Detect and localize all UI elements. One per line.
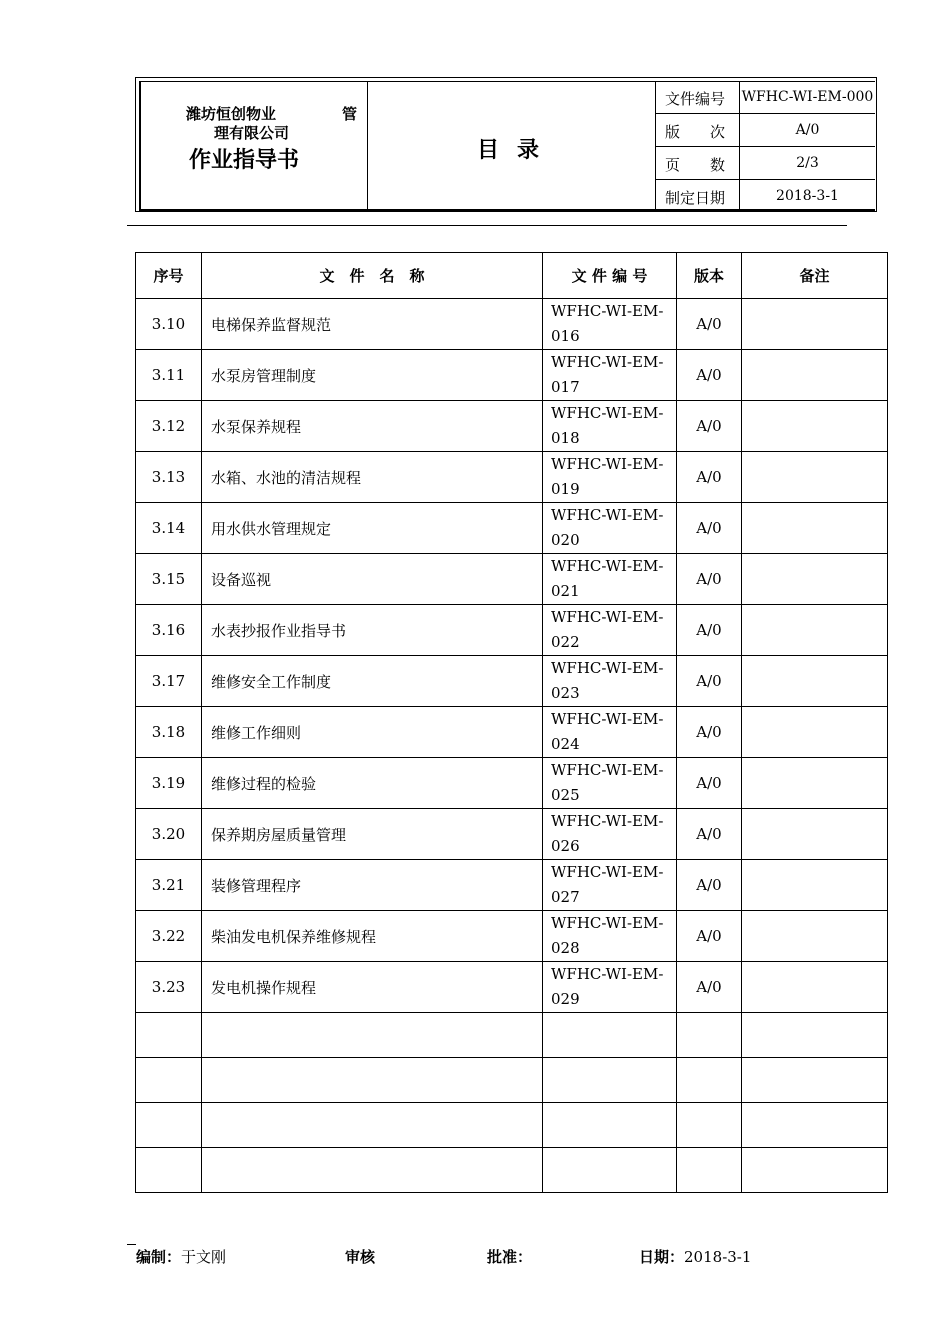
row-seq: 3.15 — [136, 554, 202, 605]
meta-value-pages: 2/3 — [796, 155, 819, 171]
table-cell — [136, 1148, 202, 1193]
row-version: A/0 — [677, 656, 742, 707]
table-cell — [677, 1148, 742, 1193]
meta-label-file-no: 文件编号 — [665, 90, 726, 108]
table-row — [136, 605, 888, 656]
row-code: WFHC-WI-EM-026 — [543, 809, 677, 860]
row-seq: 3.13 — [136, 452, 202, 503]
col-header-code: 文 件 编 号 — [543, 253, 677, 299]
table-row — [136, 860, 888, 911]
row-name: 维修安全工作制度 — [202, 656, 543, 707]
col-header-name: 文 件 名 称 — [202, 253, 543, 299]
row-remark — [742, 299, 888, 350]
row-code: WFHC-WI-EM-018 — [543, 401, 677, 452]
table-cell — [136, 1103, 202, 1148]
row-remark — [742, 401, 888, 452]
row-code: WFHC-WI-EM-020 — [543, 503, 677, 554]
table-cell — [677, 1058, 742, 1103]
footer-review-label: 审核 — [345, 1248, 376, 1266]
table-row — [136, 707, 888, 758]
row-version: A/0 — [677, 809, 742, 860]
row-name: 设备巡视 — [202, 554, 543, 605]
table-row — [136, 809, 888, 860]
table-cell — [742, 1013, 888, 1058]
row-code: WFHC-WI-EM-019 — [543, 452, 677, 503]
footer-date — [639, 1246, 751, 1267]
row-name: 装修管理程序 — [202, 860, 543, 911]
table-row — [136, 452, 888, 503]
footer-date-value: 2018-3-1 — [684, 1248, 752, 1266]
footer-approve-label: 批准： — [487, 1248, 533, 1266]
meta-label-date: 制定日期 — [665, 189, 726, 207]
row-remark — [742, 809, 888, 860]
meta-row-line — [655, 179, 875, 180]
table-cell — [742, 1058, 888, 1103]
table-cell — [136, 1013, 202, 1058]
row-name: 保养期房屋质量管理 — [202, 809, 543, 860]
row-code: WFHC-WI-EM-024 — [543, 707, 677, 758]
row-code: WFHC-WI-EM-029 — [543, 962, 677, 1013]
row-name: 发电机操作规程 — [202, 962, 543, 1013]
row-name: 维修工作细则 — [202, 707, 543, 758]
company-name-line1: 潍坊恒创物业 — [186, 105, 277, 123]
table-cell — [677, 1013, 742, 1058]
row-version: A/0 — [677, 452, 742, 503]
row-remark — [742, 758, 888, 809]
table-cell — [742, 1148, 888, 1193]
table-row — [136, 299, 888, 350]
table-header-row — [136, 253, 888, 299]
table-row — [136, 401, 888, 452]
table-cell — [543, 1058, 677, 1103]
company-name-line1-tail: 管 — [342, 105, 358, 123]
meta-label-pages: 页 数 — [665, 156, 726, 174]
row-remark — [742, 911, 888, 962]
row-seq: 3.12 — [136, 401, 202, 452]
header-divider-left — [367, 81, 368, 211]
meta-value-version: A/0 — [795, 122, 820, 138]
row-seq: 3.16 — [136, 605, 202, 656]
row-seq: 3.23 — [136, 962, 202, 1013]
row-seq: 3.14 — [136, 503, 202, 554]
row-seq: 3.10 — [136, 299, 202, 350]
table-cell — [202, 1058, 543, 1103]
row-seq: 3.22 — [136, 911, 202, 962]
row-name: 水泵房管理制度 — [202, 350, 543, 401]
row-remark — [742, 503, 888, 554]
table-row — [136, 911, 888, 962]
row-version: A/0 — [677, 707, 742, 758]
row-seq: 3.20 — [136, 809, 202, 860]
row-version: A/0 — [677, 605, 742, 656]
footer-date-label: 日期： — [639, 1248, 685, 1266]
row-code: WFHC-WI-EM-022 — [543, 605, 677, 656]
row-name: 用水供水管理规定 — [202, 503, 543, 554]
meta-row-line — [655, 113, 875, 114]
table-row — [136, 350, 888, 401]
row-code: WFHC-WI-EM-025 — [543, 758, 677, 809]
meta-row-line — [655, 146, 875, 147]
toc-table — [135, 252, 888, 1193]
row-seq: 3.21 — [136, 860, 202, 911]
table-row — [136, 962, 888, 1013]
page-title: 目录 — [477, 138, 558, 163]
table-row — [136, 554, 888, 605]
row-name: 维修过程的检验 — [202, 758, 543, 809]
table-cell — [543, 1148, 677, 1193]
row-code: WFHC-WI-EM-023 — [543, 656, 677, 707]
row-remark — [742, 656, 888, 707]
row-remark — [742, 860, 888, 911]
table-row-blank — [136, 1058, 888, 1103]
row-code: WFHC-WI-EM-028 — [543, 911, 677, 962]
col-header-remark: 备注 — [742, 253, 888, 299]
row-remark — [742, 350, 888, 401]
footer-compiled-by: 于文刚 — [181, 1248, 227, 1266]
table-row — [136, 758, 888, 809]
row-version: A/0 — [677, 758, 742, 809]
header-rule — [127, 225, 847, 226]
row-version: A/0 — [677, 911, 742, 962]
footer-compiled — [136, 1246, 226, 1267]
footer-compiled-label: 编制： — [136, 1248, 182, 1266]
table-cell — [742, 1103, 888, 1148]
row-name: 柴油发电机保养维修规程 — [202, 911, 543, 962]
row-seq: 3.19 — [136, 758, 202, 809]
row-remark — [742, 452, 888, 503]
row-remark — [742, 707, 888, 758]
row-version: A/0 — [677, 962, 742, 1013]
col-header-seq: 序号 — [136, 253, 202, 299]
table-cell — [677, 1103, 742, 1148]
row-version: A/0 — [677, 299, 742, 350]
table-cell — [202, 1103, 543, 1148]
row-name: 水表抄报作业指导书 — [202, 605, 543, 656]
table-cell — [543, 1103, 677, 1148]
company-name-line2: 理有限公司 — [214, 124, 290, 142]
row-code: WFHC-WI-EM-017 — [543, 350, 677, 401]
row-seq: 3.11 — [136, 350, 202, 401]
table-cell — [543, 1013, 677, 1058]
row-name: 水箱、水池的清洁规程 — [202, 452, 543, 503]
row-version: A/0 — [677, 350, 742, 401]
table-row — [136, 503, 888, 554]
row-remark — [742, 605, 888, 656]
row-version: A/0 — [677, 554, 742, 605]
row-code: WFHC-WI-EM-027 — [543, 860, 677, 911]
row-code: WFHC-WI-EM-021 — [543, 554, 677, 605]
row-seq: 3.17 — [136, 656, 202, 707]
row-version: A/0 — [677, 860, 742, 911]
col-header-version: 版本 — [677, 253, 742, 299]
meta-value-date: 2018-3-1 — [776, 188, 839, 204]
table-row-blank — [136, 1103, 888, 1148]
table-row — [136, 656, 888, 707]
row-seq: 3.18 — [136, 707, 202, 758]
footer-tick — [127, 1244, 136, 1245]
table-cell — [136, 1058, 202, 1103]
row-remark — [742, 962, 888, 1013]
row-name: 电梯保养监督规范 — [202, 299, 543, 350]
table-cell — [202, 1148, 543, 1193]
table-row-blank — [136, 1013, 888, 1058]
table-row-blank — [136, 1148, 888, 1193]
row-name: 水泵保养规程 — [202, 401, 543, 452]
meta-label-version: 版 次 — [665, 123, 726, 141]
row-remark — [742, 554, 888, 605]
table-cell — [202, 1013, 543, 1058]
row-version: A/0 — [677, 503, 742, 554]
row-version: A/0 — [677, 401, 742, 452]
doc-type: 作业指导书 — [189, 148, 300, 173]
row-code: WFHC-WI-EM-016 — [543, 299, 677, 350]
meta-value-file-no: WFHC-WI-EM-000 — [741, 89, 874, 105]
